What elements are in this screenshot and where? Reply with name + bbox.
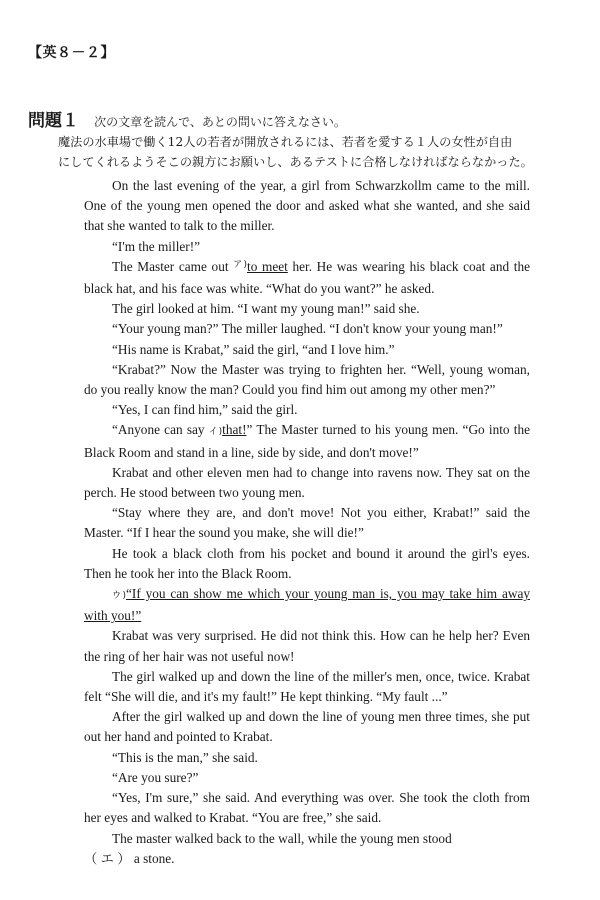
question-heading	[28, 106, 346, 131]
marker-u: ウ)	[112, 591, 127, 602]
intro-line-2: にしてくれるようそこの親方にお願いし、あるテストに合格しなければならなかった。	[58, 155, 533, 169]
paragraph: “Stay where they are, and don't move! Not you either, Krabat!” said the Master. “If I hear the sound you make, she will die!”	[84, 505, 530, 541]
marker-i: イ)	[208, 427, 223, 438]
intro-line-1: 魔法の水車場で働く12人の若者が開放されるには、若者を愛する１人の女性が自由	[58, 135, 513, 149]
paragraph	[84, 829, 530, 869]
text: “Anyone can say	[112, 422, 209, 438]
question-number: 問題１	[28, 111, 79, 131]
paragraph: He took a black cloth from his pocket and bound it around the girl's eyes. Then he took her into the Black Room.	[84, 545, 530, 581]
japanese-intro	[58, 132, 578, 172]
text: ” The Master turned to his young men. “Go into the Black Room and stand in a line, side by side, and don't move!”	[84, 422, 530, 460]
paragraph: Krabat was very surprised. He did not think this. How can he help her? Even the ring of her hair was not useful now!	[84, 628, 530, 664]
paragraph: “Yes, I can find him,” said the girl.	[112, 402, 298, 418]
paragraph	[84, 584, 530, 626]
blank-e: （ エ ）	[84, 850, 131, 866]
text: a stone.	[130, 850, 175, 866]
paragraph	[84, 420, 530, 462]
exam-code: 【英８－２】	[28, 45, 115, 61]
paragraph: “This is the man,” she said.	[112, 749, 258, 765]
paragraph: After the girl walked up and down the line of young men three times, she put out her hand and pointed to Krabat.	[84, 709, 530, 745]
paragraph: “Your young man?” The miller laughed. “I don't know your young man!”	[112, 321, 503, 337]
paragraph: “Yes, I'm sure,” she said. And everything was over. She took the cloth from her eyes and walked to Krabat. “You are free,” she said.	[84, 790, 530, 826]
paragraph: “Are you sure?”	[112, 769, 199, 785]
text: The Master came out	[112, 258, 234, 274]
paragraph: “His name is Krabat,” said the girl, “and I love him.”	[112, 341, 395, 357]
underline-u: “If you can show me which your young man is, you may take him away with you!”	[84, 586, 530, 624]
paragraph: The girl walked up and down the line of the miller's men, once, twice. Krabat felt “She will die, and it's my fault!” He kept thinking. “My fault ...”	[84, 668, 530, 705]
story-passage	[84, 176, 530, 869]
paragraph: Krabat and other eleven men had to change into ravens now. They sat on the perch. He stood between two young men.	[84, 464, 530, 501]
paragraph: On the last evening of the year, a girl from Schwarzkollm came to the mill. One of the young men opened the door and asked what she wanted, and she said that she wanted to talk to the miller.	[84, 178, 530, 234]
paragraph: “Krabat?” Now the Master was trying to frighten her. “Well, young woman, do you really know the man? Could you find him out among my other men?”	[84, 361, 530, 398]
text: The master walked back to the wall, while the young men stood	[112, 830, 452, 846]
underline-i: that!	[222, 422, 247, 438]
question-instruction: 次の文章を読んで、あとの問いに答えなさい。	[94, 115, 346, 129]
underline-a: to meet	[247, 258, 288, 274]
paragraph	[84, 257, 530, 299]
text: her. He was wearing his black coat and the black hat, and his face was white. “What do you want?” he asked.	[84, 258, 531, 297]
marker-a: ア)	[233, 259, 247, 270]
paragraph: “I'm the miller!”	[112, 238, 201, 254]
paragraph: The girl looked at him. “I want my young man!” said she.	[112, 301, 420, 317]
